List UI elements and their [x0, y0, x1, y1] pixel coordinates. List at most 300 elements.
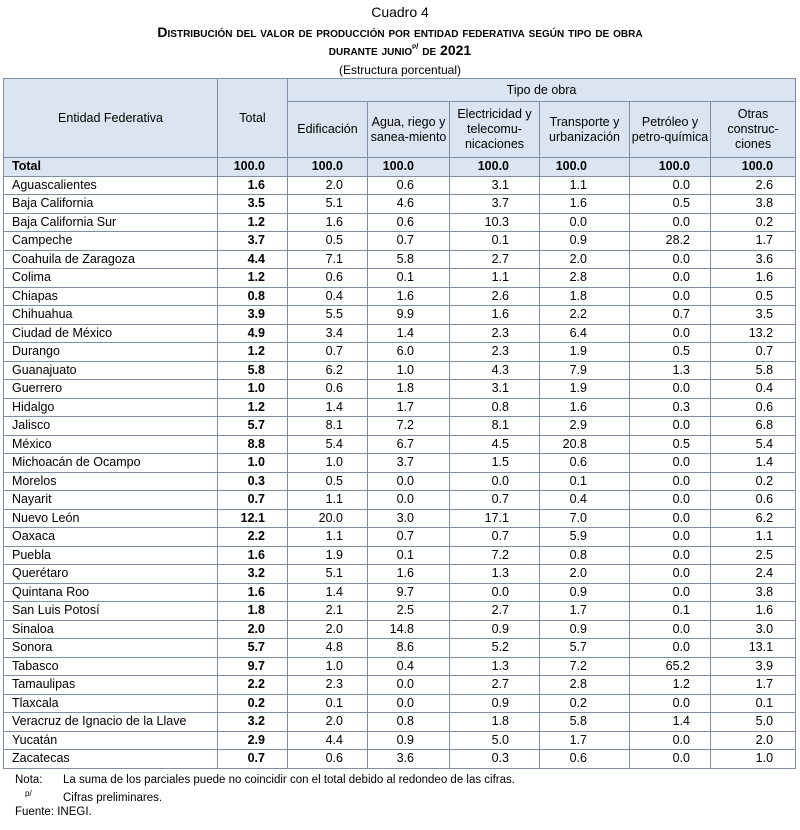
table-row — [4, 306, 796, 325]
preliminary-line — [15, 787, 515, 805]
cell-agua: 0.6 — [368, 213, 450, 232]
cell-petroleo: 100.0 — [630, 158, 711, 177]
cell-entidad: Ciudad de México — [4, 324, 218, 343]
cell-edificacion: 0.6 — [288, 269, 368, 288]
cell-otras: 1.7 — [711, 232, 796, 251]
cell-electricidad: 1.1 — [450, 269, 540, 288]
cell-agua: 1.0 — [368, 361, 450, 380]
cell-total: 0.3 — [218, 472, 288, 491]
cell-edificacion: 2.1 — [288, 602, 368, 621]
table-subtitle: (Estructura porcentual) — [338, 63, 462, 77]
header-transporte: Transporte y urbanización — [540, 102, 630, 158]
cell-otras: 0.7 — [711, 343, 796, 362]
cell-total: 0.8 — [218, 287, 288, 306]
cell-entidad: Puebla — [4, 546, 218, 565]
cell-otras: 0.2 — [711, 213, 796, 232]
cell-electricidad: 1.3 — [450, 657, 540, 676]
production-table — [3, 78, 796, 769]
cell-edificacion: 0.7 — [288, 343, 368, 362]
cell-electricidad: 2.6 — [450, 287, 540, 306]
cell-electricidad: 1.3 — [450, 565, 540, 584]
cell-edificacion: 1.4 — [288, 398, 368, 417]
cell-edificacion: 3.4 — [288, 324, 368, 343]
cell-total: 0.7 — [218, 491, 288, 510]
cell-entidad: Quintana Roo — [4, 583, 218, 602]
cell-entidad: Colima — [4, 269, 218, 288]
cell-electricidad: 0.7 — [450, 528, 540, 547]
cell-total: 8.8 — [218, 435, 288, 454]
cell-total: 1.0 — [218, 380, 288, 399]
cell-otras: 1.1 — [711, 528, 796, 547]
cell-entidad: Sonora — [4, 639, 218, 658]
cell-transporte: 0.9 — [540, 620, 630, 639]
cell-total: 2.0 — [218, 620, 288, 639]
cell-agua: 0.9 — [368, 731, 450, 750]
cell-otras: 3.0 — [711, 620, 796, 639]
cell-electricidad: 2.7 — [450, 250, 540, 269]
header-total: Total — [218, 79, 288, 158]
cell-edificacion: 5.1 — [288, 195, 368, 214]
cell-petroleo: 0.0 — [630, 454, 711, 473]
cell-total: 1.0 — [218, 454, 288, 473]
cell-otras: 100.0 — [711, 158, 796, 177]
cell-total: 3.2 — [218, 713, 288, 732]
cell-otras: 13.2 — [711, 324, 796, 343]
cell-total: 4.4 — [218, 250, 288, 269]
cell-electricidad: 0.8 — [450, 398, 540, 417]
cell-agua: 0.0 — [368, 491, 450, 510]
cell-transporte: 1.6 — [540, 195, 630, 214]
cell-otras: 6.8 — [711, 417, 796, 436]
title-line-1: Distribución del valor de producción por entidad federativa según tipo de obra — [157, 24, 643, 40]
note-text: La suma de los parciales puede no coincidir con el total debido al redondeo de las cifras. — [63, 774, 515, 786]
cell-edificacion: 20.0 — [288, 509, 368, 528]
cell-otras: 0.1 — [711, 694, 796, 713]
cell-edificacion: 0.1 — [288, 694, 368, 713]
table-row — [4, 287, 796, 306]
cell-otras: 1.0 — [711, 750, 796, 769]
cell-electricidad: 0.7 — [450, 491, 540, 510]
cell-entidad: Chiapas — [4, 287, 218, 306]
cell-entidad: Campeche — [4, 232, 218, 251]
cell-total: 1.6 — [218, 546, 288, 565]
cell-transporte: 5.8 — [540, 713, 630, 732]
cell-total: 5.7 — [218, 417, 288, 436]
cell-agua: 0.0 — [368, 676, 450, 695]
cell-petroleo: 0.7 — [630, 306, 711, 325]
table-row — [4, 528, 796, 547]
cell-electricidad: 10.3 — [450, 213, 540, 232]
table-row — [4, 343, 796, 362]
cell-petroleo: 0.0 — [630, 546, 711, 565]
cell-total: 1.2 — [218, 398, 288, 417]
cell-edificacion: 0.5 — [288, 232, 368, 251]
preliminary-marker: p/ — [412, 42, 419, 51]
cell-edificacion: 100.0 — [288, 158, 368, 177]
table-row-total — [4, 158, 796, 177]
cell-agua: 100.0 — [368, 158, 450, 177]
cell-petroleo: 0.0 — [630, 472, 711, 491]
cell-edificacion: 2.0 — [288, 713, 368, 732]
cell-electricidad: 0.0 — [450, 583, 540, 602]
cell-agua: 1.6 — [368, 287, 450, 306]
cell-electricidad: 8.1 — [450, 417, 540, 436]
cell-agua: 8.6 — [368, 639, 450, 658]
cell-otras: 3.8 — [711, 195, 796, 214]
cell-electricidad: 0.0 — [450, 472, 540, 491]
cell-agua: 3.6 — [368, 750, 450, 769]
cell-entidad: Zacatecas — [4, 750, 218, 769]
cell-entidad: Michoacán de Ocampo — [4, 454, 218, 473]
cell-petroleo: 0.1 — [630, 602, 711, 621]
cell-entidad: Tlaxcala — [4, 694, 218, 713]
cell-transporte: 7.0 — [540, 509, 630, 528]
cell-total: 3.7 — [218, 232, 288, 251]
cell-petroleo: 0.0 — [630, 620, 711, 639]
cell-entidad: Nayarit — [4, 491, 218, 510]
cell-edificacion: 6.2 — [288, 361, 368, 380]
cell-petroleo: 0.0 — [630, 269, 711, 288]
cell-transporte: 2.8 — [540, 676, 630, 695]
cell-transporte: 0.9 — [540, 232, 630, 251]
cell-otras: 2.0 — [711, 731, 796, 750]
header-tipo-de-obra: Tipo de obra — [288, 79, 796, 102]
title-month: durante junio — [328, 42, 413, 58]
table-number: Cuadro 4 — [371, 4, 429, 20]
cell-otras: 0.5 — [711, 287, 796, 306]
cell-total: 0.2 — [218, 694, 288, 713]
cell-edificacion: 1.1 — [288, 528, 368, 547]
cell-entidad: Baja California Sur — [4, 213, 218, 232]
table-row — [4, 435, 796, 454]
cell-entidad: Jalisco — [4, 417, 218, 436]
cell-transporte: 2.0 — [540, 565, 630, 584]
table-title — [0, 25, 800, 39]
table-row — [4, 694, 796, 713]
cell-edificacion: 1.6 — [288, 213, 368, 232]
table-title-line-2 — [0, 43, 800, 57]
cell-petroleo: 0.3 — [630, 398, 711, 417]
cell-entidad: Nuevo León — [4, 509, 218, 528]
cell-electricidad: 0.9 — [450, 694, 540, 713]
cell-agua: 0.1 — [368, 269, 450, 288]
cell-otras: 13.1 — [711, 639, 796, 658]
source-label: Fuente: — [15, 805, 54, 818]
cell-agua: 14.8 — [368, 620, 450, 639]
cell-total: 3.2 — [218, 565, 288, 584]
cell-electricidad: 17.1 — [450, 509, 540, 528]
table-row — [4, 417, 796, 436]
table-row — [4, 269, 796, 288]
cell-agua: 9.7 — [368, 583, 450, 602]
cell-transporte: 2.2 — [540, 306, 630, 325]
cell-edificacion: 1.9 — [288, 546, 368, 565]
cell-agua: 0.0 — [368, 694, 450, 713]
table-row — [4, 361, 796, 380]
cell-entidad: Guanajuato — [4, 361, 218, 380]
cell-electricidad: 0.1 — [450, 232, 540, 251]
cell-otras: 1.6 — [711, 602, 796, 621]
cell-petroleo: 28.2 — [630, 232, 711, 251]
cell-total: 9.7 — [218, 657, 288, 676]
header-otras: Otras construc-ciones — [711, 102, 796, 158]
cell-electricidad: 3.1 — [450, 380, 540, 399]
footnotes — [15, 773, 515, 819]
header-edificacion: Edificación — [288, 102, 368, 158]
cell-petroleo: 0.0 — [630, 491, 711, 510]
cell-agua: 9.9 — [368, 306, 450, 325]
cell-petroleo: 0.0 — [630, 565, 711, 584]
cell-entidad: Veracruz de Ignacio de la Llave — [4, 713, 218, 732]
cell-petroleo: 0.5 — [630, 435, 711, 454]
cell-petroleo: 0.0 — [630, 176, 711, 195]
table-row — [4, 472, 796, 491]
header-entidad: Entidad Federativa — [4, 79, 218, 158]
cell-entidad: Guerrero — [4, 380, 218, 399]
cell-electricidad: 100.0 — [450, 158, 540, 177]
cell-electricidad: 7.2 — [450, 546, 540, 565]
cell-transporte: 0.8 — [540, 546, 630, 565]
cell-otras: 5.8 — [711, 361, 796, 380]
cell-electricidad: 3.1 — [450, 176, 540, 195]
cell-otras: 1.4 — [711, 454, 796, 473]
cell-agua: 4.6 — [368, 195, 450, 214]
cell-edificacion: 0.5 — [288, 472, 368, 491]
table-row — [4, 176, 796, 195]
table-row — [4, 232, 796, 251]
title-year: 2021 — [440, 42, 472, 58]
cell-transporte: 2.8 — [540, 269, 630, 288]
cell-petroleo: 0.0 — [630, 639, 711, 658]
cell-entidad: San Luis Potosí — [4, 602, 218, 621]
cell-agua: 0.1 — [368, 546, 450, 565]
table-row — [4, 583, 796, 602]
cell-entidad: México — [4, 435, 218, 454]
cell-electricidad: 1.5 — [450, 454, 540, 473]
cell-electricidad: 2.3 — [450, 343, 540, 362]
table-row — [4, 750, 796, 769]
source-line — [15, 805, 515, 819]
cell-transporte: 5.7 — [540, 639, 630, 658]
cell-otras: 2.5 — [711, 546, 796, 565]
cell-edificacion: 5.4 — [288, 435, 368, 454]
cell-edificacion: 2.0 — [288, 620, 368, 639]
table-row — [4, 602, 796, 621]
cell-total: 1.2 — [218, 213, 288, 232]
cell-entidad: Yucatán — [4, 731, 218, 750]
cell-edificacion: 4.4 — [288, 731, 368, 750]
cell-otras: 3.9 — [711, 657, 796, 676]
cell-petroleo: 0.0 — [630, 380, 711, 399]
cell-otras: 0.6 — [711, 491, 796, 510]
cell-transporte: 7.9 — [540, 361, 630, 380]
cell-entidad: Chihuahua — [4, 306, 218, 325]
cell-entidad: Tabasco — [4, 657, 218, 676]
source-text: INEGI. — [57, 805, 92, 818]
cell-total: 2.2 — [218, 676, 288, 695]
cell-edificacion: 2.0 — [288, 176, 368, 195]
cell-otras: 0.4 — [711, 380, 796, 399]
table-row — [4, 250, 796, 269]
cell-edificacion: 0.6 — [288, 380, 368, 399]
cell-petroleo: 0.0 — [630, 583, 711, 602]
cell-agua: 0.7 — [368, 232, 450, 251]
cell-total: 1.2 — [218, 269, 288, 288]
preliminary-text: Cifras preliminares. — [63, 791, 163, 804]
cell-electricidad: 0.3 — [450, 750, 540, 769]
cell-entidad: Aguascalientes — [4, 176, 218, 195]
cell-transporte: 0.4 — [540, 491, 630, 510]
cell-total: 2.2 — [218, 528, 288, 547]
cell-edificacion: 2.3 — [288, 676, 368, 695]
cell-otras: 3.6 — [711, 250, 796, 269]
cell-total: 1.6 — [218, 176, 288, 195]
cell-petroleo: 0.0 — [630, 213, 711, 232]
cell-electricidad: 2.7 — [450, 676, 540, 695]
cell-transporte: 100.0 — [540, 158, 630, 177]
cell-otras: 1.6 — [711, 269, 796, 288]
cell-agua: 6.0 — [368, 343, 450, 362]
cell-petroleo: 0.0 — [630, 287, 711, 306]
cell-otras: 2.4 — [711, 565, 796, 584]
table-row — [4, 639, 796, 658]
preliminary-footnote-marker: p/ — [25, 789, 32, 798]
cell-entidad: Sinaloa — [4, 620, 218, 639]
cell-otras: 5.0 — [711, 713, 796, 732]
cell-petroleo: 0.0 — [630, 731, 711, 750]
note-line — [15, 773, 515, 787]
cell-transporte: 0.1 — [540, 472, 630, 491]
cell-petroleo: 0.0 — [630, 750, 711, 769]
cell-entidad: Morelos — [4, 472, 218, 491]
cell-otras: 3.5 — [711, 306, 796, 325]
table-row — [4, 195, 796, 214]
cell-entidad: Durango — [4, 343, 218, 362]
table-body — [4, 158, 796, 769]
cell-electricidad: 5.2 — [450, 639, 540, 658]
cell-petroleo: 1.2 — [630, 676, 711, 695]
table-row — [4, 380, 796, 399]
cell-total: 2.9 — [218, 731, 288, 750]
cell-total: 0.7 — [218, 750, 288, 769]
table-row — [4, 509, 796, 528]
cell-electricidad: 5.0 — [450, 731, 540, 750]
cell-otras: 0.2 — [711, 472, 796, 491]
cell-agua: 0.8 — [368, 713, 450, 732]
cell-transporte: 1.9 — [540, 343, 630, 362]
table-row — [4, 713, 796, 732]
cell-entidad: Tamaulipas — [4, 676, 218, 695]
cell-entidad: Baja California — [4, 195, 218, 214]
cell-edificacion: 1.4 — [288, 583, 368, 602]
table-row — [4, 657, 796, 676]
cell-transporte: 6.4 — [540, 324, 630, 343]
cell-petroleo: 1.3 — [630, 361, 711, 380]
cell-petroleo: 0.5 — [630, 343, 711, 362]
cell-transporte: 1.8 — [540, 287, 630, 306]
cell-otras: 0.6 — [711, 398, 796, 417]
cell-transporte: 1.7 — [540, 602, 630, 621]
cell-electricidad: 1.6 — [450, 306, 540, 325]
cell-transporte: 7.2 — [540, 657, 630, 676]
table-row — [4, 454, 796, 473]
cell-transporte: 2.9 — [540, 417, 630, 436]
cell-agua: 1.8 — [368, 380, 450, 399]
cell-transporte: 0.6 — [540, 454, 630, 473]
cell-otras: 2.6 — [711, 176, 796, 195]
cell-agua: 3.0 — [368, 509, 450, 528]
cell-otras: 1.7 — [711, 676, 796, 695]
cell-petroleo: 0.0 — [630, 509, 711, 528]
cell-total: 3.5 — [218, 195, 288, 214]
cell-petroleo: 0.0 — [630, 528, 711, 547]
cell-electricidad: 4.5 — [450, 435, 540, 454]
cell-electricidad: 1.8 — [450, 713, 540, 732]
cell-transporte: 0.9 — [540, 583, 630, 602]
header-petroleo: Petróleo y petro-química — [630, 102, 711, 158]
cell-electricidad: 2.7 — [450, 602, 540, 621]
cell-agua: 2.5 — [368, 602, 450, 621]
cell-entidad: Hidalgo — [4, 398, 218, 417]
cell-agua: 6.7 — [368, 435, 450, 454]
cell-edificacion: 0.4 — [288, 287, 368, 306]
cell-edificacion: 1.0 — [288, 657, 368, 676]
cell-electricidad: 0.9 — [450, 620, 540, 639]
cell-edificacion: 0.6 — [288, 750, 368, 769]
cell-edificacion: 8.1 — [288, 417, 368, 436]
cell-total: 5.8 — [218, 361, 288, 380]
cell-entidad: Coahuila de Zaragoza — [4, 250, 218, 269]
cell-edificacion: 4.8 — [288, 639, 368, 658]
cell-total: 1.8 — [218, 602, 288, 621]
cell-transporte: 1.7 — [540, 731, 630, 750]
cell-agua: 0.7 — [368, 528, 450, 547]
table-row — [4, 731, 796, 750]
cell-agua: 0.6 — [368, 176, 450, 195]
table-row — [4, 546, 796, 565]
cell-agua: 7.2 — [368, 417, 450, 436]
cell-edificacion: 1.0 — [288, 454, 368, 473]
cell-agua: 1.6 — [368, 565, 450, 584]
cell-transporte: 0.6 — [540, 750, 630, 769]
cell-agua: 1.7 — [368, 398, 450, 417]
cell-agua: 0.0 — [368, 472, 450, 491]
cell-transporte: 1.6 — [540, 398, 630, 417]
cell-entidad: Querétaro — [4, 565, 218, 584]
cell-electricidad: 3.7 — [450, 195, 540, 214]
table-row — [4, 491, 796, 510]
cell-otras: 6.2 — [711, 509, 796, 528]
cell-agua: 0.4 — [368, 657, 450, 676]
cell-petroleo: 0.0 — [630, 694, 711, 713]
header-agua: Agua, riego y sanea-miento — [368, 102, 450, 158]
header-electricidad: Electricidad y telecomu-nicaciones — [450, 102, 540, 158]
cell-petroleo: 0.0 — [630, 324, 711, 343]
cell-edificacion: 7.1 — [288, 250, 368, 269]
cell-petroleo: 1.4 — [630, 713, 711, 732]
cell-edificacion: 5.5 — [288, 306, 368, 325]
cell-agua: 1.4 — [368, 324, 450, 343]
table-row — [4, 398, 796, 417]
cell-entidad: Oaxaca — [4, 528, 218, 547]
title-de: de — [418, 42, 441, 58]
cell-transporte: 20.8 — [540, 435, 630, 454]
cell-transporte: 2.0 — [540, 250, 630, 269]
table-row — [4, 213, 796, 232]
table-row — [4, 620, 796, 639]
cell-otras: 3.8 — [711, 583, 796, 602]
table-row — [4, 676, 796, 695]
